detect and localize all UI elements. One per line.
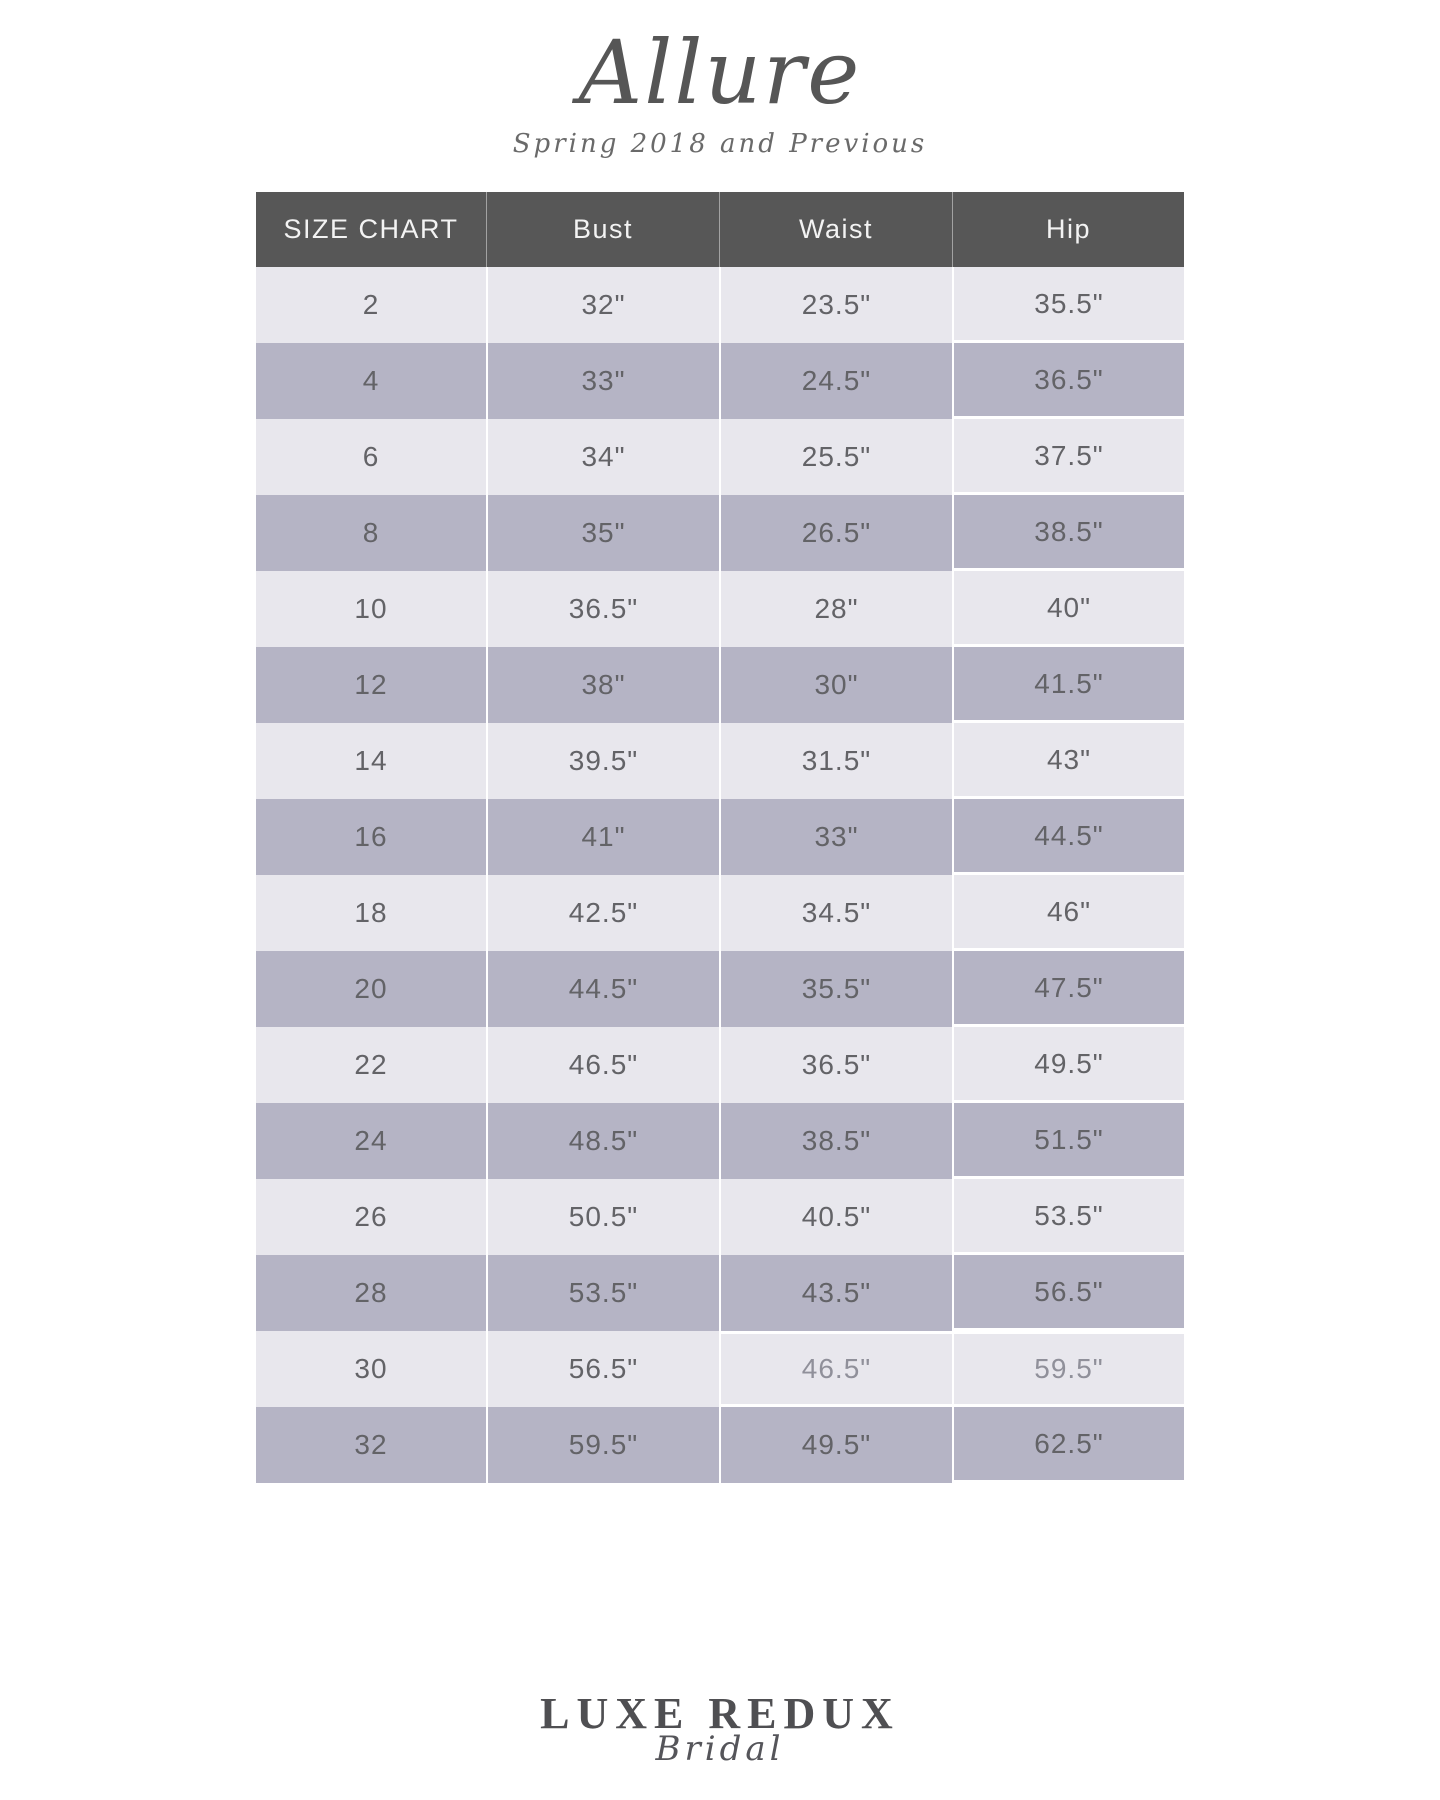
footer-wordmark: LUXE REDUX xyxy=(540,1689,900,1738)
bust-cell: 50.5" xyxy=(486,1179,719,1255)
hip-cell: 59.5" xyxy=(952,1331,1184,1407)
bust-cell: 36.5" xyxy=(486,571,719,647)
waist-cell: 33" xyxy=(719,799,952,875)
table-row xyxy=(256,1103,1184,1179)
column-header-waist: Waist xyxy=(719,192,952,267)
bust-cell: 48.5" xyxy=(486,1103,719,1179)
bust-cell: 46.5" xyxy=(486,1027,719,1103)
waist-cell: 36.5" xyxy=(719,1027,952,1103)
table-header-row xyxy=(256,192,1184,267)
size-cell: 6 xyxy=(256,419,486,495)
bust-cell: 56.5" xyxy=(486,1331,719,1407)
waist-cell: 34.5" xyxy=(719,875,952,951)
table-row xyxy=(256,1331,1184,1407)
hip-cell: 41.5" xyxy=(952,647,1184,723)
table-row xyxy=(256,495,1184,571)
size-cell: 32 xyxy=(256,1407,486,1483)
bust-cell: 59.5" xyxy=(486,1407,719,1483)
bust-cell: 38" xyxy=(486,647,719,723)
brand-title: Allure xyxy=(578,21,862,124)
waist-cell: 31.5" xyxy=(719,723,952,799)
table-row xyxy=(256,1027,1184,1103)
size-cell: 24 xyxy=(256,1103,486,1179)
bust-cell: 53.5" xyxy=(486,1255,719,1331)
hip-cell: 38.5" xyxy=(952,495,1184,571)
size-cell: 22 xyxy=(256,1027,486,1103)
waist-cell: 35.5" xyxy=(719,951,952,1027)
hip-cell: 40" xyxy=(952,571,1184,647)
bust-cell: 35" xyxy=(486,495,719,571)
size-cell: 8 xyxy=(256,495,486,571)
size-cell: 4 xyxy=(256,343,486,419)
table-row xyxy=(256,571,1184,647)
size-cell: 12 xyxy=(256,647,486,723)
table-row xyxy=(256,343,1184,419)
table-row xyxy=(256,1407,1184,1483)
size-cell: 18 xyxy=(256,875,486,951)
table-row xyxy=(256,875,1184,951)
column-header-hip: Hip xyxy=(952,192,1184,267)
table-row xyxy=(256,1179,1184,1255)
table-row xyxy=(256,267,1184,343)
brand-header xyxy=(0,22,1440,159)
waist-cell: 28" xyxy=(719,571,952,647)
size-cell: 14 xyxy=(256,723,486,799)
waist-cell: 26.5" xyxy=(719,495,952,571)
table-row xyxy=(256,951,1184,1027)
hip-cell: 43" xyxy=(952,723,1184,799)
table-row xyxy=(256,647,1184,723)
hip-cell: 49.5" xyxy=(952,1027,1184,1103)
hip-cell: 47.5" xyxy=(952,951,1184,1027)
hip-cell: 44.5" xyxy=(952,799,1184,875)
footer-logo xyxy=(0,1688,1440,1769)
size-chart-body xyxy=(256,267,1184,1483)
waist-cell: 30" xyxy=(719,647,952,723)
waist-cell: 46.5" xyxy=(719,1331,952,1407)
waist-cell: 24.5" xyxy=(719,343,952,419)
size-chart-table xyxy=(256,192,1184,1483)
hip-cell: 62.5" xyxy=(952,1407,1184,1483)
size-cell: 30 xyxy=(256,1331,486,1407)
table-row xyxy=(256,723,1184,799)
hip-cell: 53.5" xyxy=(952,1179,1184,1255)
size-cell: 26 xyxy=(256,1179,486,1255)
waist-cell: 38.5" xyxy=(719,1103,952,1179)
table-row xyxy=(256,1255,1184,1331)
waist-cell: 23.5" xyxy=(719,267,952,343)
table-row xyxy=(256,419,1184,495)
size-cell: 20 xyxy=(256,951,486,1027)
table-row xyxy=(256,799,1184,875)
hip-cell: 36.5" xyxy=(952,343,1184,419)
hip-cell: 56.5" xyxy=(952,1255,1184,1331)
bust-cell: 34" xyxy=(486,419,719,495)
size-cell: 28 xyxy=(256,1255,486,1331)
bust-cell: 39.5" xyxy=(486,723,719,799)
footer-script: Bridal xyxy=(655,1729,785,1769)
waist-cell: 25.5" xyxy=(719,419,952,495)
hip-cell: 51.5" xyxy=(952,1103,1184,1179)
size-cell: 2 xyxy=(256,267,486,343)
collection-subtitle: Spring 2018 and Previous xyxy=(512,129,928,160)
hip-cell: 46" xyxy=(952,875,1184,951)
size-cell: 16 xyxy=(256,799,486,875)
bust-cell: 42.5" xyxy=(486,875,719,951)
bust-cell: 33" xyxy=(486,343,719,419)
hip-cell: 35.5" xyxy=(952,267,1184,343)
bust-cell: 44.5" xyxy=(486,951,719,1027)
column-header-size-chart: SIZE CHART xyxy=(283,214,459,244)
bust-cell: 32" xyxy=(486,267,719,343)
waist-cell: 49.5" xyxy=(719,1407,952,1483)
hip-cell: 37.5" xyxy=(952,419,1184,495)
waist-cell: 40.5" xyxy=(719,1179,952,1255)
column-header-bust: Bust xyxy=(486,192,719,267)
size-cell: 10 xyxy=(256,571,486,647)
bust-cell: 41" xyxy=(486,799,719,875)
waist-cell: 43.5" xyxy=(719,1255,952,1331)
